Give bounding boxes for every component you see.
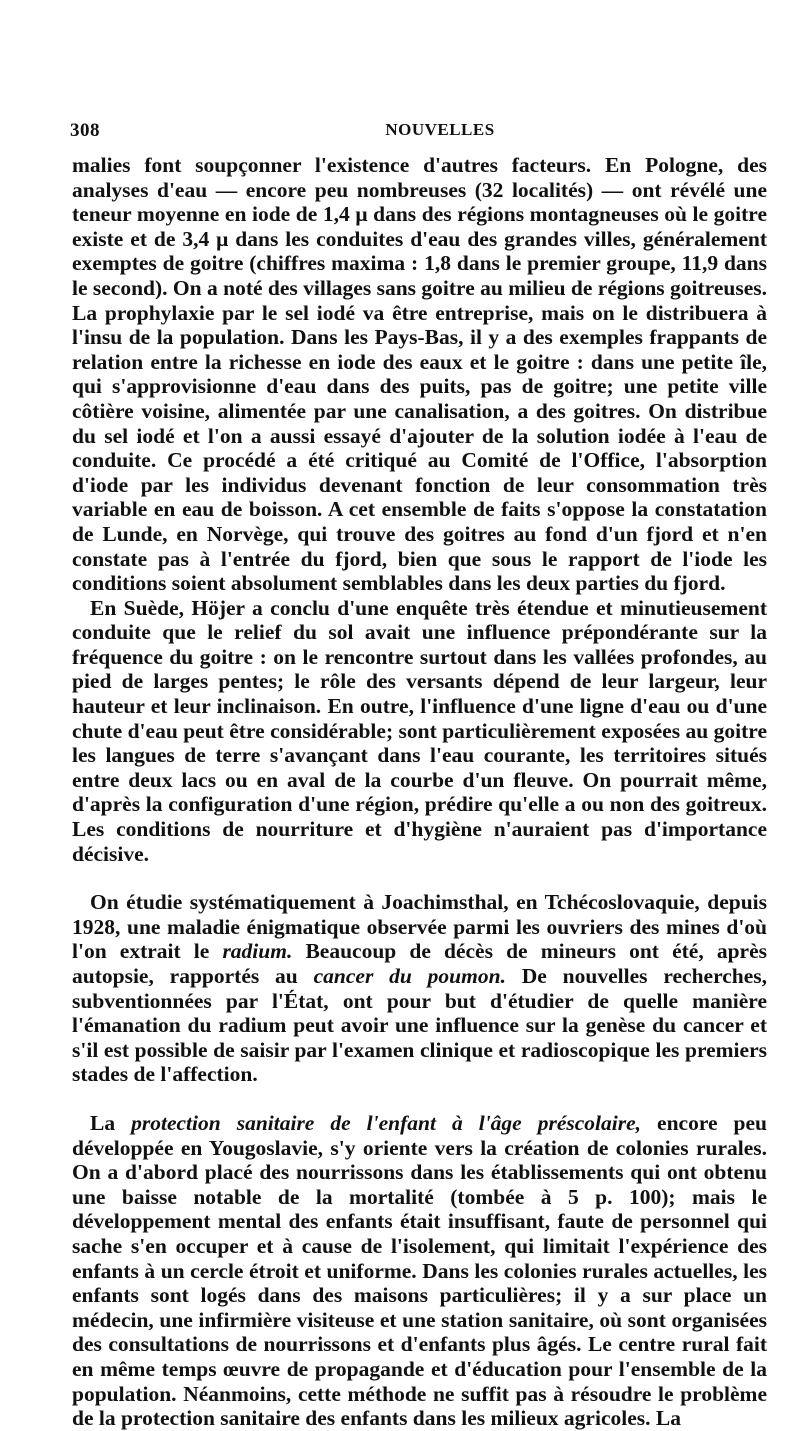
italic-protection-sanitaire: protection sanitaire de l'enfant à l'âge préscolaire,: [131, 1110, 642, 1135]
paragraph-joachimsthal-part-3: De nouvelles recherches, subventionnées par l'État, ont pour but d'étudier de quelle manière l'émanation du radium peut avoir une influence sur la genèse du cancer et s'il est possible de saisir par l'examen clinique et radioscopique les premiers stades de l'affection.: [72, 964, 768, 1087]
page-number: 308: [70, 120, 100, 141]
paragraph-yougoslavie-part-2: encore peu développée en Yougoslavie, s'y oriente vers la création de colonies rurales. On a d'abord placé des nourrissons dans les établissements qui ont obtenu une baisse notable de la mortalité (tombée à 5 p. 100); mais le développement mental des enfants était insuffisant, faute de personnel qui sache s'en occuper et à cause de l'isolement, qui limitait l'expérience des enfants à un cercle étroit et uniforme. Dans les colonies rurales actuelles, les enfants sont logés dans des maisons particulières; il y a sur place un médecin, une infirmière visiteuse et une station sanitaire, où sont organisées des consultations de nourrissons et d'enfants plus âgés. Le centre rural fait en même temps œuvre de propagande et d'éducation pour l'ensemble de la population. Néanmoins, cette méthode ne suffit pas à résoudre le problème de la protection sanitaire des enfants dans les milieux agricoles. La: [72, 1110, 767, 1431]
body-text: [72, 153, 767, 1431]
paragraph-yougoslavie: [72, 1111, 767, 1431]
page-header: [70, 120, 770, 150]
running-title: NOUVELLES: [385, 120, 495, 139]
paragraph-yougoslavie-part-1: La: [90, 1110, 132, 1135]
paragraph-joachimsthal-part-2: Beaucoup de décès de mineurs ont été, après autopsie, rapportés au: [72, 939, 767, 988]
paragraph-joachimsthal: [72, 890, 767, 1087]
paragraph-goitre-iodine: malies font soupçonner l'existence d'autres facteurs. En Pologne, des analyses d'eau — encore peu nombreuses (32 localités) — ont révélé une teneur moyenne en iode de 1,4 μ dans des régions montagneuses où le goitre existe et de 3,4 μ dans les conduites d'eau des grandes villes, généralement exemptes de goitre (chiffres maxima : 1,8 dans le premier groupe, 11,9 dans le second). On a noté des villages sans goitre au milieu de régions goitreuses. La prophylaxie par le sel iodé va être entreprise, mais on le distribuera à l'insu de la population. Dans les Pays-Bas, il y a des exemples frappants de relation entre la richesse en iode des eaux et le goitre : dans une petite île, qui s'approvisionne d'eau dans des puits, pas de goitre; une petite ville côtière voisine, alimentée par une canalisation, a des goitres. On distribue du sel iodé et l'on a aussi essayé d'ajouter de la solution iodée à l'eau de conduite. Ce procédé a été critiqué au Comité de l'Office, l'absorption d'iode par les individus devenant fonction de leur consommation très variable en eau de boisson. A cet ensemble de faits s'oppose la constatation de Lunde, en Norvège, qui trouve des goitres au fond d'un fjord et n'en constate pas à l'entrée du fjord, bien que sous le rapport de l'iode les conditions soient absolument semblables dans les deux parties du fjord.: [72, 153, 767, 596]
paragraph-sweden-relief: En Suède, Höjer a conclu d'une enquête très étendue et minutieusement conduite que le relief du sol avait une influence prépondérante sur la fréquence du goitre : on le rencontre surtout dans les vallées profondes, au pied de larges pentes; le rôle des versants dépend de leur largeur, leur hauteur et leur inclinaison. En outre, l'influence d'une ligne d'eau ou d'une chute d'eau peut être considérable; sont particulièrement exposées au goitre les langues de terre s'avançant dans l'eau courante, les territoires situés entre deux lacs ou en aval de la courbe d'un fleuve. On pourrait même, d'après la configuration d'une région, prédire qu'elle a ou non des goitreux. Les conditions de nourriture et d'hygiène n'auraient pas d'importance décisive.: [72, 595, 767, 866]
paragraph-joachimsthal-part-1: On étudie systématiquement à Joachimsthal, en Tchécoslovaquie, depuis 1928, une maladie énigmatique observée parmi les ouvriers des mines d'où l'on extrait le: [72, 890, 767, 964]
italic-cancer-du-poumon: cancer du poumon.: [313, 964, 506, 988]
italic-radium: radium.: [222, 939, 293, 964]
